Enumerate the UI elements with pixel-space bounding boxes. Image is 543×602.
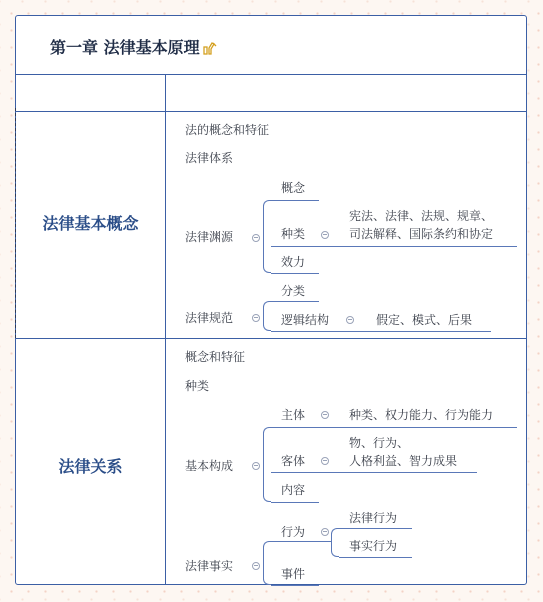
branch-bracket [263,427,271,502]
node-source-concept[interactable]: 概念 [281,181,306,195]
node-event[interactable]: 事件 [281,567,306,581]
branch-bracket [263,301,271,331]
branch-bracket [263,200,271,273]
node-source-kinds-detail-2[interactable]: 司法解释、国际条约和协定 [349,227,494,241]
node-source-effect[interactable]: 效力 [281,255,306,269]
minus-circle-icon[interactable] [252,462,260,470]
node-source-kinds[interactable]: 种类 [281,227,306,241]
node-relation-characteristics[interactable]: 概念和特征 [185,350,246,364]
section-title-concept[interactable]: 法律基本概念 [42,214,139,233]
minus-circle-icon[interactable] [321,231,329,239]
node-source-kinds-detail-1[interactable]: 宪法、法律、法规、规章、 [349,209,494,223]
minus-circle-icon[interactable] [252,234,260,242]
minus-circle-icon[interactable] [346,316,354,324]
branch-bracket [263,541,271,585]
node-content[interactable]: 内容 [281,483,306,497]
node-underline [271,273,319,274]
node-underline [271,541,331,542]
node-underline [271,301,319,302]
branch-bracket [331,528,339,557]
node-act[interactable]: 行为 [281,525,306,539]
node-underline [339,557,412,558]
page-title [50,35,217,59]
node-object-detail-1[interactable]: 物、行为、 [349,436,410,450]
minus-circle-icon[interactable] [321,457,329,465]
node-subject[interactable]: 主体 [281,408,306,422]
minus-circle-icon[interactable] [321,528,329,536]
node-legal-norm[interactable]: 法律规范 [185,311,234,325]
minus-circle-icon[interactable] [252,562,260,570]
node-norm-class[interactable]: 分类 [281,284,306,298]
node-legal-fact[interactable]: 法律事实 [185,559,234,573]
node-underline [271,331,491,332]
node-basic-elements[interactable]: 基本构成 [185,459,234,473]
column-divider [165,74,166,584]
node-underline [271,585,319,586]
node-act-factual[interactable]: 事实行为 [349,539,398,553]
node-subject-detail[interactable]: 种类、权力能力、行为能力 [349,408,494,422]
node-legal-source[interactable]: 法律渊源 [185,230,234,244]
node-object-detail-2[interactable]: 人格利益、智力成果 [349,454,458,468]
node-norm-logic[interactable]: 逻辑结构 [281,313,330,327]
page-title-text: 第一章 法律基本原理 [50,38,200,57]
node-underline [271,200,319,201]
node-underline [271,427,517,428]
node-norm-logic-detail[interactable]: 假定、模式、后果 [376,313,473,327]
node-underline [271,472,477,473]
minus-circle-icon[interactable] [252,314,260,322]
minus-circle-icon[interactable] [321,411,329,419]
section-title-relation[interactable]: 法律关系 [58,457,123,476]
header-divider [16,111,526,112]
node-legal-system[interactable]: 法律体系 [185,151,234,165]
node-concept-characteristics[interactable]: 法的概念和特征 [185,123,270,137]
section-divider [16,338,526,339]
node-relation-kinds[interactable]: 种类 [185,379,210,393]
node-object[interactable]: 客体 [281,454,306,468]
node-underline [271,246,517,247]
edit-pencil-icon[interactable] [203,40,217,59]
node-act-legal[interactable]: 法律行为 [349,511,398,525]
node-underline [271,502,319,503]
title-bar [16,16,526,75]
node-underline [339,528,412,529]
mindmap-frame [15,15,527,585]
